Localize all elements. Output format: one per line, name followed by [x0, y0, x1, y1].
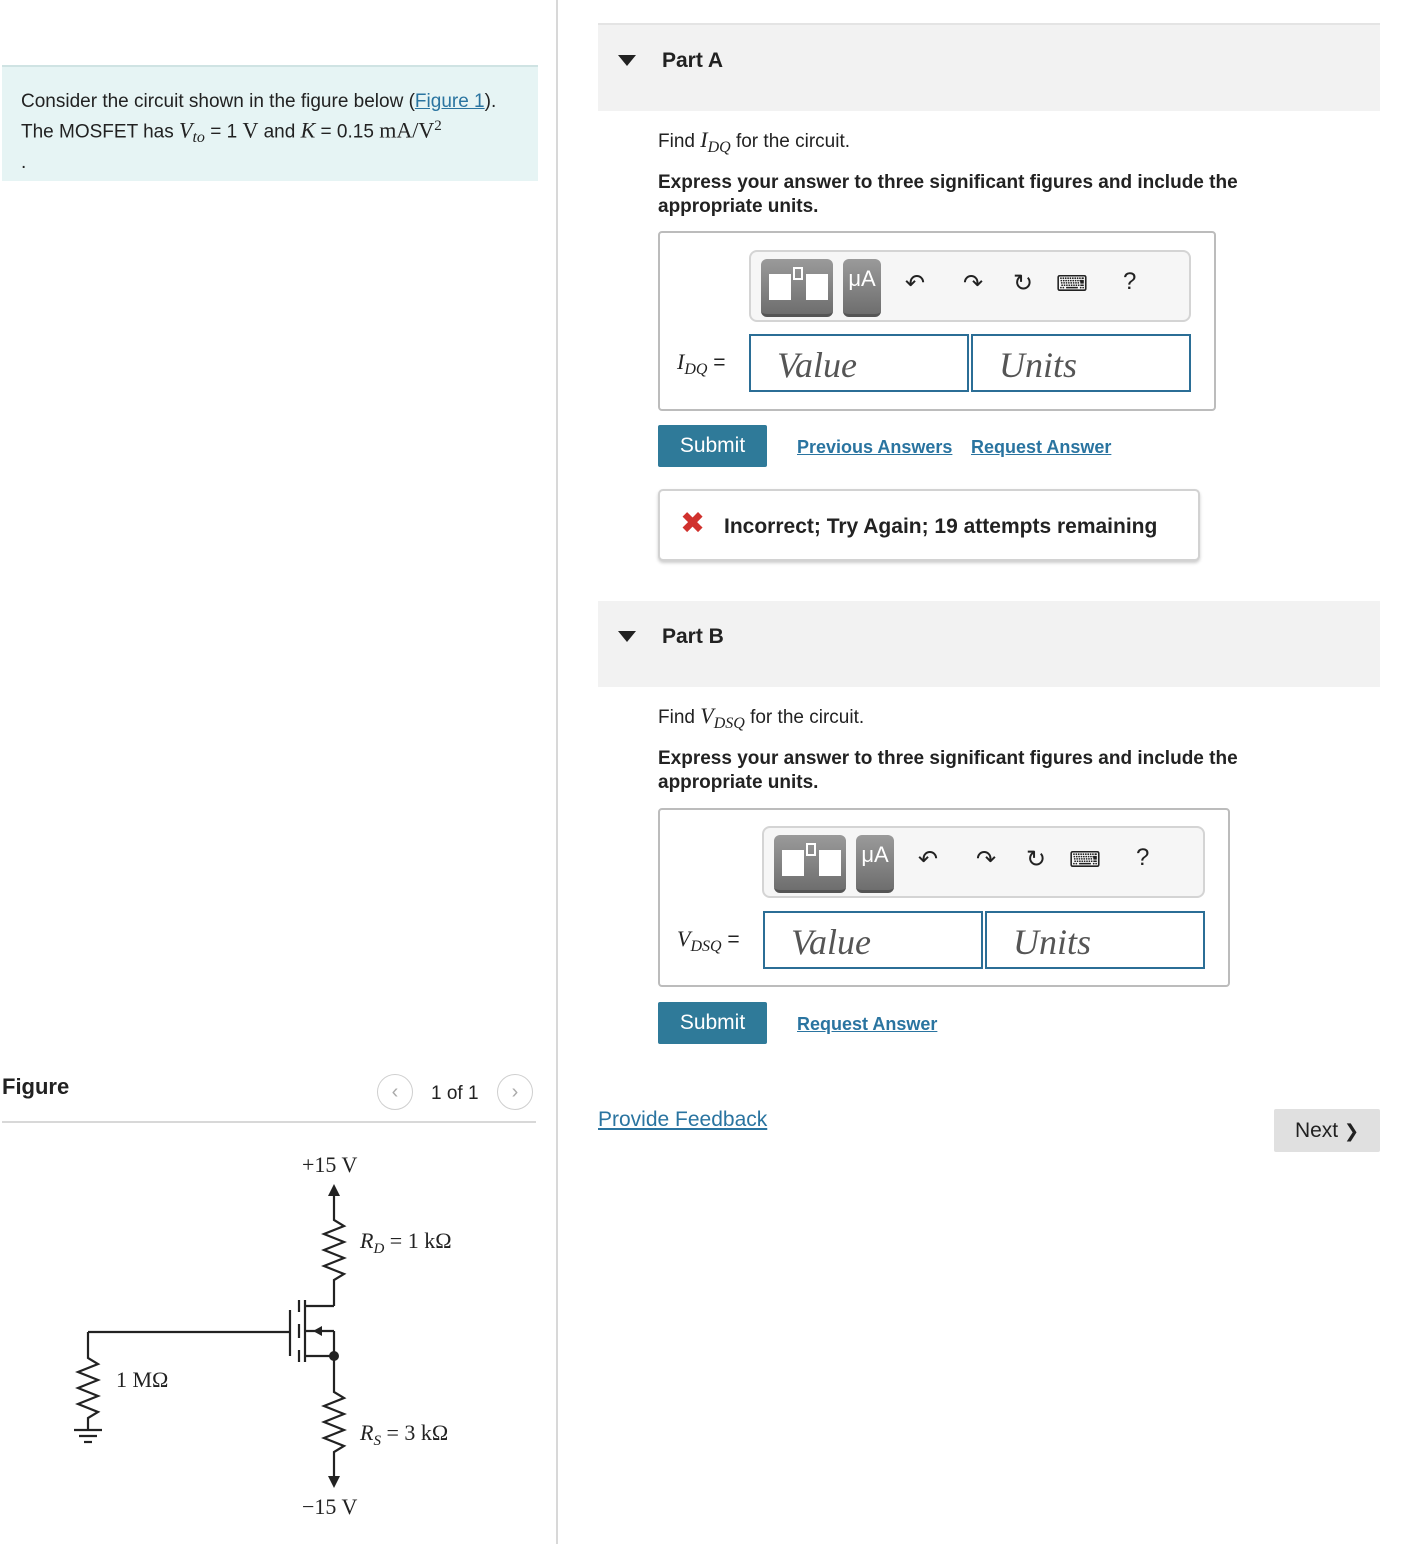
part-a-eq-sign: = — [707, 351, 726, 374]
k-symbol: K — [300, 117, 316, 143]
template-icon — [774, 835, 846, 890]
k-exponent: 2 — [434, 118, 442, 134]
figure-title: Figure — [2, 1074, 70, 1099]
vto-value: = 1 — [204, 121, 243, 143]
part-a-request-answer-link[interactable]: Request Answer — [971, 437, 1112, 457]
figure-pager: 1 of 1 — [431, 1083, 479, 1104]
reset-icon[interactable]: ↻ — [1013, 270, 1034, 297]
vplus-label: +15 V — [302, 1152, 358, 1177]
part-b-symbol: V — [700, 703, 714, 728]
template-icon — [761, 259, 833, 314]
part-a-units-input[interactable] — [971, 334, 1191, 392]
undo-icon[interactable]: ↶ — [918, 846, 939, 873]
part-a-feedback — [658, 489, 1200, 561]
vto-unit: V — [242, 117, 259, 143]
part-a-value-placeholder: Value — [777, 345, 857, 385]
part-a-subscript: DQ — [707, 138, 731, 156]
chevron-left-icon: ‹ — [391, 1080, 399, 1103]
part-a-submit-button[interactable]: Submit — [658, 425, 767, 467]
part-a-help-icon[interactable]: ? — [1123, 268, 1137, 295]
part-b-eq-sign: = — [721, 928, 740, 951]
part-b-eq-symbol: V — [677, 926, 691, 951]
rd-symbol: R — [360, 1228, 374, 1253]
part-a-label: Part A — [662, 49, 724, 72]
part-a-question — [658, 127, 850, 157]
part-a-instruction: Express your answer to three significant figures and include the appropriate units. — [658, 172, 1238, 217]
part-b-units-input[interactable] — [985, 911, 1205, 969]
part-a-units-button[interactable]: μA — [843, 259, 881, 317]
part-a-symbol: I — [700, 127, 708, 152]
part-b-label: Part B — [662, 625, 724, 648]
rs-symbol: R — [360, 1420, 374, 1445]
part-b-units-placeholder: Units — [1013, 922, 1092, 962]
provide-feedback-link[interactable]: Provide Feedback — [598, 1108, 768, 1131]
redo-icon[interactable]: ↷ — [976, 846, 997, 873]
rg-label: 1 MΩ — [116, 1367, 169, 1392]
next-label: Next — [1294, 1119, 1339, 1142]
vminus-arrow — [328, 1476, 340, 1488]
part-a-answer-box — [658, 231, 1216, 411]
part-b-eq-label — [677, 926, 740, 956]
problem-mid: ). The MOSFET has — [21, 91, 497, 143]
part-a-eq-subscript: DQ — [684, 361, 708, 379]
part-b-submit-button[interactable]: Submit — [658, 1002, 767, 1044]
part-b-eq-subscript: DSQ — [690, 938, 722, 956]
chevron-right-icon: ❯ — [1343, 1121, 1360, 1141]
part-b-find-post: for the circuit. — [744, 707, 865, 728]
problem-statement — [2, 65, 538, 181]
figure-rule — [2, 1121, 536, 1123]
vminus-label: −15 V — [302, 1494, 358, 1519]
rs-subscript: S — [373, 1433, 381, 1449]
part-b-find-pre: Find — [658, 707, 701, 728]
vto-symbol: V — [179, 117, 193, 143]
part-b-value-placeholder: Value — [791, 922, 871, 962]
part-a-previous-answers-link[interactable]: Previous Answers — [797, 437, 953, 457]
source-node — [329, 1351, 339, 1361]
part-b-question — [658, 703, 864, 733]
part-a-value-input[interactable] — [749, 334, 969, 392]
problem-end: . — [21, 152, 27, 174]
rd-label — [359, 1228, 452, 1257]
part-b-help-icon[interactable]: ? — [1136, 844, 1150, 871]
k-value: = 0.15 — [315, 121, 380, 143]
rd-resistor — [324, 1212, 344, 1306]
keyboard-icon[interactable]: ⌨ — [1069, 847, 1101, 872]
part-a-eq-symbol: I — [677, 349, 685, 374]
rd-value: = 1 kΩ — [384, 1228, 452, 1253]
chevron-right-icon: › — [511, 1080, 519, 1103]
part-a-find-pre: Find — [658, 131, 701, 152]
part-b-subscript: DSQ — [713, 714, 745, 732]
rs-label — [359, 1420, 448, 1449]
figure-prev-button[interactable] — [377, 1074, 413, 1110]
part-a-header[interactable] — [598, 25, 1380, 111]
next-button[interactable] — [1274, 1109, 1380, 1152]
rs-resistor — [324, 1356, 344, 1482]
keyboard-icon[interactable]: ⌨ — [1056, 271, 1088, 296]
circuit-diagram — [0, 1130, 556, 1544]
column-divider — [556, 0, 558, 1544]
problem-text — [21, 89, 531, 175]
rd-subscript: D — [373, 1241, 385, 1257]
part-b-template-button[interactable] — [774, 835, 846, 893]
part-a-template-button[interactable] — [761, 259, 833, 317]
redo-icon[interactable]: ↷ — [963, 270, 984, 297]
rg-resistor — [78, 1332, 98, 1430]
part-a-find-post: for the circuit. — [730, 131, 851, 152]
collapse-triangle-icon — [618, 631, 636, 642]
part-b-header[interactable] — [598, 601, 1380, 687]
vto-subscript: to — [192, 129, 205, 147]
incorrect-icon: ✖ — [680, 507, 706, 540]
undo-icon[interactable]: ↶ — [905, 270, 926, 297]
part-a-toolbar — [749, 250, 1191, 322]
body-arrow — [313, 1326, 322, 1336]
problem-and: and — [258, 121, 301, 143]
problem-intro: Consider the circuit shown in the figure below ( — [21, 91, 415, 112]
part-b-toolbar — [762, 826, 1205, 898]
part-b-value-input[interactable] — [763, 911, 983, 969]
k-unit: mA/V — [379, 117, 435, 143]
reset-icon[interactable]: ↻ — [1026, 846, 1047, 873]
part-a-feedback-text: Incorrect; Try Again; 19 attempts remaining — [724, 515, 1158, 538]
part-a-eq-label — [677, 349, 726, 379]
figure-link[interactable]: Figure 1 — [414, 91, 485, 112]
collapse-triangle-icon — [618, 55, 636, 66]
figure-next-button[interactable] — [497, 1074, 533, 1110]
rs-value: = 3 kΩ — [380, 1420, 449, 1445]
part-b-request-answer-link[interactable]: Request Answer — [797, 1014, 938, 1034]
part-a-units-placeholder: Units — [999, 345, 1078, 385]
part-b-units-button[interactable]: μA — [856, 835, 894, 893]
vplus-arrow — [328, 1184, 340, 1196]
part-b-instruction: Express your answer to three significant figures and include the appropriate units. — [658, 748, 1238, 793]
part-b-answer-box — [658, 808, 1230, 987]
